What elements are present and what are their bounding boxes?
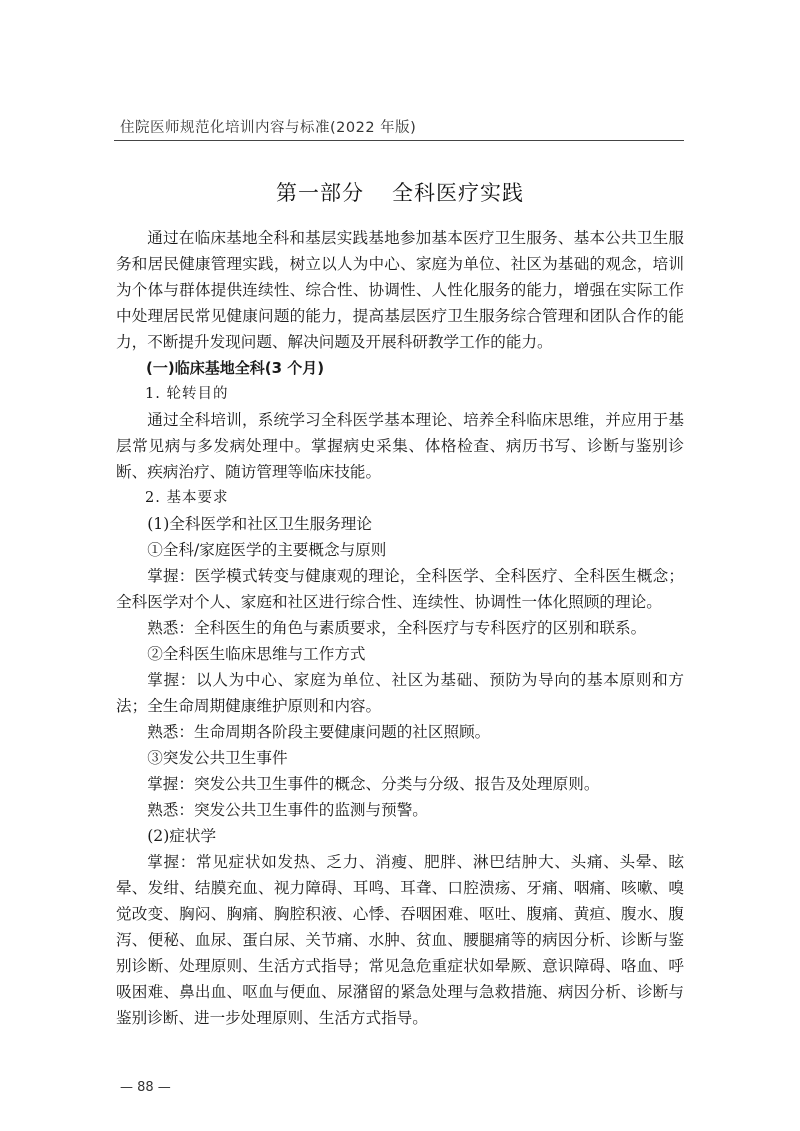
page-number: — 88 — [120,1080,171,1095]
public-health-master-paragraph: 掌握：突发公共卫生事件的概念、分类与分级、报告及处理原则。 [147,775,600,793]
header-divider [114,140,684,141]
subitem-public-health-events: ③突发公共卫生事件 [147,749,288,767]
clinical-thinking-master-paragraph: 掌握：以人为中心、家庭为单位、社区为基础、预防为导向的基本原则和方法；全生命周期健康维护原则和内容。 [116,671,684,715]
public-health-familiar-paragraph: 熟悉：突发公共卫生事件的监测与预警。 [147,801,428,819]
rotation-purpose-paragraph: 通过全科培训，系统学习全科医学基本理论、培养全科临床思维，并应用于基层常见病与多发病处理中。掌握病史采集、体格检查、病历书写、诊断与鉴别诊断、疾病治疗、随访管理等临床技能。 [116,411,684,481]
running-header: 住院医师规范化培训内容与标准(2022 年版) [120,120,417,136]
symptomatology-master-paragraph: 掌握：常见症状如发热、乏力、消瘦、肥胖、淋巴结肿大、头痛、头晕、眩晕、发绀、结膜充血、视力障碍、耳鸣、耳聋、口腔溃疡、牙痛、咽痛、咳嗽、嗅觉改变、胸闷、胸痛、胸腔积液、心悸、吞咽困难、呕吐、腹痛、黄疸、腹水、腹泻、便秘、血尿、蛋白尿、关节痛、水肿、贫血、腰腿痛等的病因分析、诊断与鉴别诊断、处理原则、生活方式指导；常见急危重症状如晕厥、意识障碍、咯血、呼吸困难、鼻出血、呕血与便血、尿潴留的紧急处理与急救措施、病因分析、诊断与鉴别诊断、进一步处理原则、生活方式指导。 [116,853,684,1027]
item-heading-rotation-purpose: 1. 轮转目的 [145,386,229,402]
part-heading: 全科医疗实践 [392,181,524,205]
part-number: 第一部分 [276,181,364,205]
concepts-master-paragraph: 掌握：医学模式转变与健康观的理论，全科医学、全科医疗、全科医生概念；全科医学对个人、家庭和社区进行综合性、连续性、协调性一体化照顾的理论。 [116,567,684,611]
clinical-thinking-familiar-paragraph: 熟悉：生命周期各阶段主要健康问题的社区照顾。 [147,723,491,741]
document-body [116,225,684,1031]
subitem-concepts-principles: ①全科/家庭医学的主要概念与原则 [147,541,387,559]
subitem-clinical-thinking: ②全科医生临床思维与工作方式 [147,645,366,663]
subheading-general-practice-theory: (1)全科医学和社区卫生服务理论 [147,515,372,533]
intro-paragraph: 通过在临床基地全科和基层实践基地参加基本医疗卫生服务、基本公共卫生服务和居民健康管理实践，树立以人为中心、家庭为单位、社区为基础的观念，培训为个体与群体提供连续性、综合性、协调性、人性化服务的能力，增强在实际工作中处理居民常见健康问题的能力，提高基层医疗卫生服务综合管理和团队合作的能力，不断提升发现问题、解决问题及开展科研教学工作的能力。 [116,229,684,351]
concepts-familiar-paragraph: 熟悉：全科医生的角色与素质要求，全科医疗与专科医疗的区别和联系。 [147,619,647,637]
subheading-symptomatology: (2)症状学 [147,827,217,845]
part-title [0,177,800,207]
item-heading-basic-requirements: 2. 基本要求 [145,490,229,506]
section-heading-clinical-base: (一)临床基地全科(3 个月) [146,359,325,377]
